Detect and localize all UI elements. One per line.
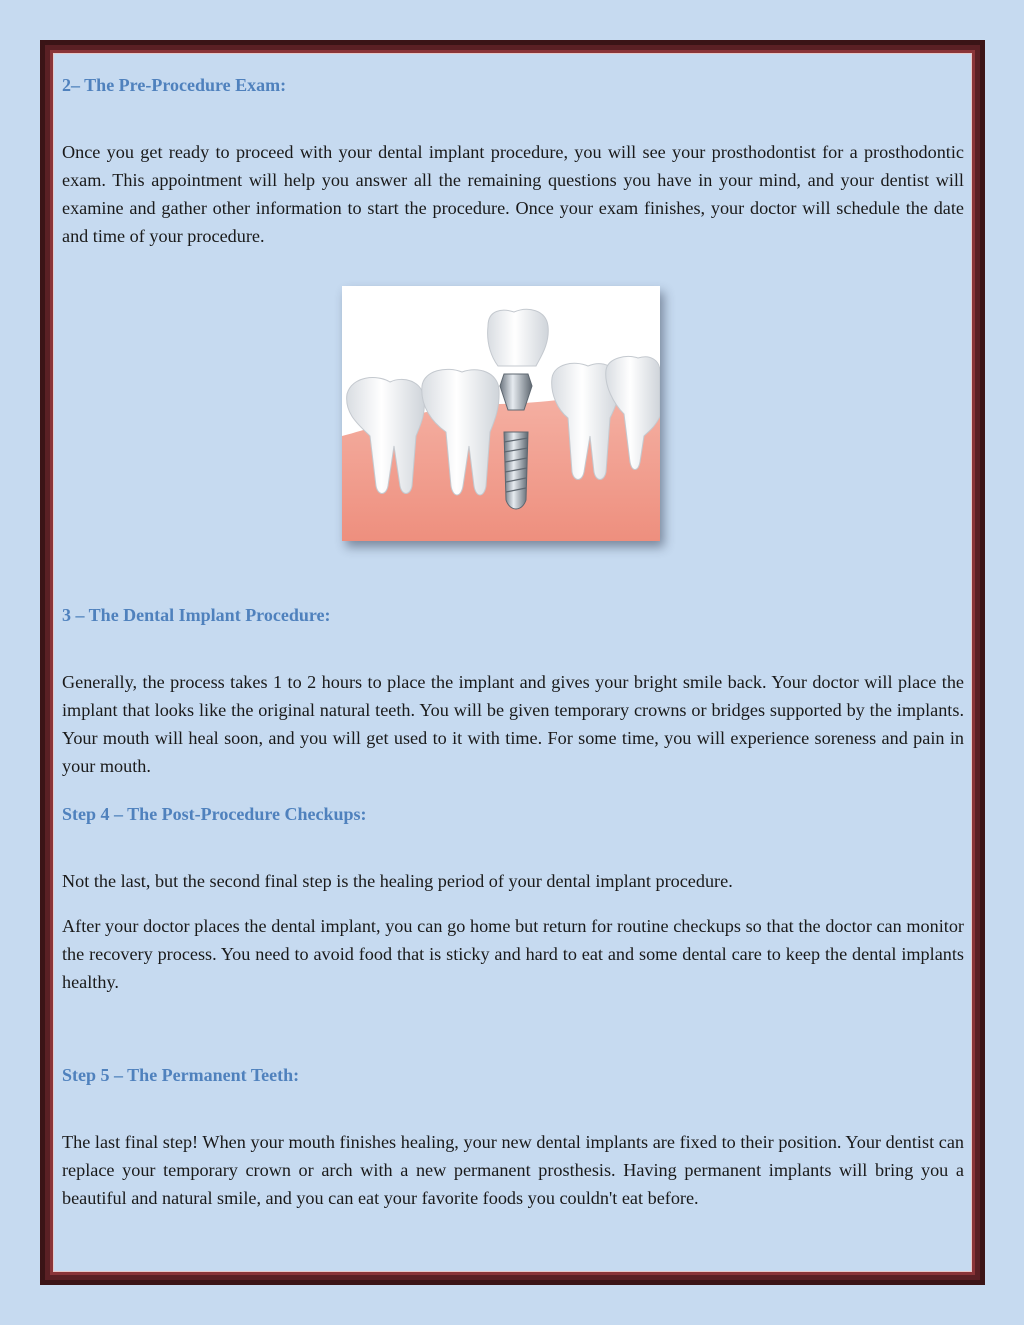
- page-content-area: [53, 53, 972, 1272]
- section-paragraph-post-procedure-checkups: After your doctor places the dental implant, you can go home but return for routine checkups so that the doctor can monitor the recovery process. You need to avoid food that is sticky and hard to eat and some dental care to keep the dental implants healthy.: [62, 916, 964, 992]
- dental-implant-image: [342, 286, 660, 541]
- dental-implant-illustration-icon: [342, 286, 660, 541]
- section-paragraph-dental-implant-procedure: Generally, the process takes 1 to 2 hours to place the implant and gives your bright smile back. Your doctor will place the implant that looks like the original natural teeth. You will be given temporary crowns or bridges supported by the implants. Your mouth will heal soon, and you will get used to it with time. For some time, you will experience soreness and pain in your mouth.: [62, 672, 964, 776]
- section-paragraph-post-procedure-intro: Not the last, but the second final step is the healing period of your dental implant procedure.: [62, 871, 733, 891]
- section-heading-post-procedure-checkups: Step 4 – The Post-Procedure Checkups:: [62, 804, 367, 824]
- section-heading-pre-procedure-exam: 2– The Pre-Procedure Exam:: [62, 75, 287, 95]
- section-paragraph-pre-procedure-exam: Once you get ready to proceed with your dental implant procedure, you will see your prosthodontist for a prosthodontic exam. This appointment will help you answer all the remaining questions you have in your mind, and your dentist will examine and gather other information to start the procedure. Once your exam finishes, your doctor will schedule the date and time of your procedure.: [62, 142, 964, 246]
- page-border-frame: [40, 40, 985, 1285]
- section-heading-permanent-teeth: Step 5 – The Permanent Teeth:: [62, 1065, 300, 1085]
- section-paragraph-permanent-teeth: The last final step! When your mouth finishes healing, your new dental implants are fixed to their position. Your dentist can replace your temporary crown or arch with a new permanent prosthesis. Having permanent implants will bring you a beautiful and natural smile, and you can eat your favorite foods you couldn't eat before.: [62, 1132, 964, 1208]
- section-heading-dental-implant-procedure: 3 – The Dental Implant Procedure:: [62, 605, 331, 625]
- page-border-inner-band: [50, 50, 975, 1275]
